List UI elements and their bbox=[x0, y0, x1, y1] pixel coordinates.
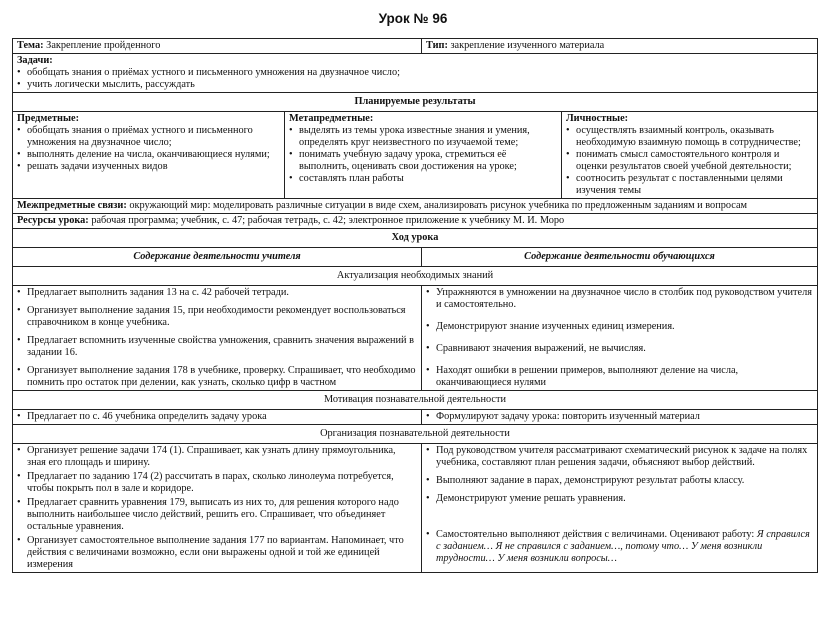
section-row bbox=[13, 444, 818, 573]
planned-results-header: Планируемые результаты bbox=[13, 93, 818, 112]
teacher-activity-cell bbox=[13, 444, 422, 573]
student-activity-cell bbox=[422, 410, 818, 425]
row-tema-tip bbox=[13, 39, 818, 54]
tip-cell bbox=[422, 39, 818, 54]
hod-uroka-header: Ход урока bbox=[13, 229, 818, 248]
mezhpredmet-label: Межпредметные связи: bbox=[17, 200, 127, 211]
student-activity-item: • Демонстрируют знание изученных единиц измерения. bbox=[426, 321, 813, 333]
student-activity-item: • Выполняют задание в парах, демонстрируют результат работы классу. bbox=[426, 475, 813, 487]
teacher-activity-item: • Предлагает сравнить уравнения 179, выписать из них то, для решения которого надо выполнить наибольшее число действий, решить его. Спрашивает, что объединяет остальные уравнения. bbox=[17, 497, 417, 533]
predmetnye-item: • решать задачи изученных видов bbox=[17, 161, 280, 173]
predmetnye-item: • выполнять деление на числа, оканчивающиеся нулями; bbox=[17, 149, 280, 161]
student-activity-item: • Под руководством учителя рассматривают схематический рисунок к задаче на полях учебника, составляют план решения задачи, объясняют выбор действий. bbox=[426, 445, 813, 469]
resursy-value: рабочая программа; учебник, с. 47; рабочая тетрадь, с. 42; электронное приложение к учебнику М. И. Моро bbox=[91, 215, 565, 226]
student-activity-item: • Находят ошибки в решении примеров, выполняют деление на числа, оканчивающиеся нулями bbox=[426, 365, 813, 389]
metapredmetnye-item: • выделять из темы урока известные знания и умения, определять круг неизвестного по изучаемой теме; bbox=[289, 125, 557, 149]
row-zadachi bbox=[13, 54, 818, 93]
row-planned-results bbox=[13, 112, 818, 199]
metapredmetnye-item: • понимать учебную задачу урока, стремиться её выполнить, оценивать свои достижения на уроке; bbox=[289, 149, 557, 173]
lichnostnye-label: Личностные: bbox=[566, 113, 629, 124]
section-header: Организация познавательной деятельности bbox=[13, 425, 818, 444]
metapredmetnye-cell bbox=[285, 112, 562, 199]
student-activity-cell bbox=[422, 444, 818, 573]
student-activity-cell bbox=[422, 286, 818, 391]
section-row bbox=[13, 286, 818, 391]
predmetnye-item: • обобщать знания о приёмах устного и письменного умножения на двузначное число; bbox=[17, 125, 280, 149]
teacher-activity-cell bbox=[13, 410, 422, 425]
lesson-plan-table bbox=[12, 38, 818, 573]
section-header: Мотивация познавательной деятельности bbox=[13, 391, 818, 410]
student-activity-item bbox=[426, 529, 813, 565]
mezhpredmet-value: окружающий мир: моделировать различные ситуации в виде схем, анализировать рисунок учебника по предложенным заданиям и вопросам bbox=[129, 200, 748, 211]
student-activity-item: • Упражняются в умножении на двузначное число в столбик под руководством учителя и самостоятельно. bbox=[426, 287, 813, 311]
section-row bbox=[13, 410, 818, 425]
lichnostnye-cell bbox=[562, 112, 818, 199]
resursy-cell bbox=[13, 214, 818, 229]
student-activity-item: • Сравнивают значения выражений, не вычисляя. bbox=[426, 343, 813, 355]
teacher-activity-cell bbox=[13, 286, 422, 391]
predmetnye-cell bbox=[13, 112, 285, 199]
tema-cell bbox=[13, 39, 422, 54]
zadachi-label: Задачи: bbox=[17, 55, 53, 66]
student-activity-item: • Формулируют задачу урока: повторить изученный материал bbox=[426, 411, 813, 423]
metapredmetnye-label: Метапредметные: bbox=[289, 113, 374, 124]
section-header: Актуализация необходимых знаний bbox=[13, 267, 818, 286]
self-assessment-lead: Самостоятельно выполняют действия с величинами. Оценивают работу: bbox=[436, 529, 757, 540]
lichnostnye-item: • понимать смысл самостоятельного контроля и оценки результатов своей учебной деятельности; bbox=[566, 149, 813, 173]
mezhpredmet-cell bbox=[13, 199, 818, 214]
students-column-header: Содержание деятельности обучающихся bbox=[422, 248, 818, 267]
tema-label: Тема: bbox=[17, 40, 44, 51]
teacher-activity-item: • Предлагает по с. 46 учебника определить задачу урока bbox=[17, 411, 417, 423]
tema-value: Закрепление пройденного bbox=[46, 40, 161, 51]
teacher-activity-item: • Организует выполнение задания 178 в учебнике, проверку. Спрашивает, что необходимо помнить про остаток при делении, как узнать, сколько цифр в частном bbox=[17, 365, 417, 389]
tip-value: закрепление изученного материала bbox=[450, 40, 605, 51]
teacher-activity-item: • Предлагает вспомнить изученные свойства умножения, сравнить значения выражений в задании 16. bbox=[17, 335, 417, 359]
lichnostnye-item: • соотносить результат с поставленными целями изучения темы bbox=[566, 173, 813, 197]
resursy-label: Ресурсы урока: bbox=[17, 215, 89, 226]
teacher-column-header: Содержание деятельности учителя bbox=[13, 248, 422, 267]
predmetnye-label: Предметные: bbox=[17, 113, 79, 124]
tip-label: Тип: bbox=[426, 40, 448, 51]
self-assessment-phrases: Я справился с заданием… Я не справился с заданием…, потому что… У меня возникли трудности… У меня возникли вопросы… bbox=[436, 529, 810, 564]
teacher-activity-item: • Предлагает выполнить задания 13 на с. 42 рабочей тетради. bbox=[17, 287, 417, 299]
student-activity-item: • Демонстрируют умение решать уравнения. bbox=[426, 493, 813, 505]
lichnostnye-item: • осуществлять взаимный контроль, оказывать необходимую взаимную помощь в сотрудничестве; bbox=[566, 125, 813, 149]
lesson-title: Урок № 96 bbox=[378, 11, 448, 26]
metapredmetnye-item: • составлять план работы bbox=[289, 173, 557, 185]
zadachi-cell bbox=[13, 54, 818, 93]
teacher-activity-item: • Организует выполнение задания 15, при необходимости рекомендует воспользоваться справочником в конце учебника. bbox=[17, 305, 417, 329]
teacher-activity-item: • Предлагает по заданию 174 (2) рассчитать в парах, сколько линолеума потребуется, чтобы покрыть пол в зале и коридоре. bbox=[17, 471, 417, 495]
teacher-activity-item: • Организует решение задачи 174 (1). Спрашивает, как узнать длину прямоугольника, зная его площадь и ширину. bbox=[17, 445, 417, 469]
zadachi-item: • обобщать знания о приёмах устного и письменного умножения на двузначное число; bbox=[17, 67, 813, 79]
teacher-activity-item: • Организует самостоятельное выполнение задания 177 по вариантам. Напоминает, что действия с величинами возможно, если они выражены одной и той же единицей измерения bbox=[17, 535, 417, 571]
zadachi-item: • учить логически мыслить, рассуждать bbox=[17, 79, 813, 91]
